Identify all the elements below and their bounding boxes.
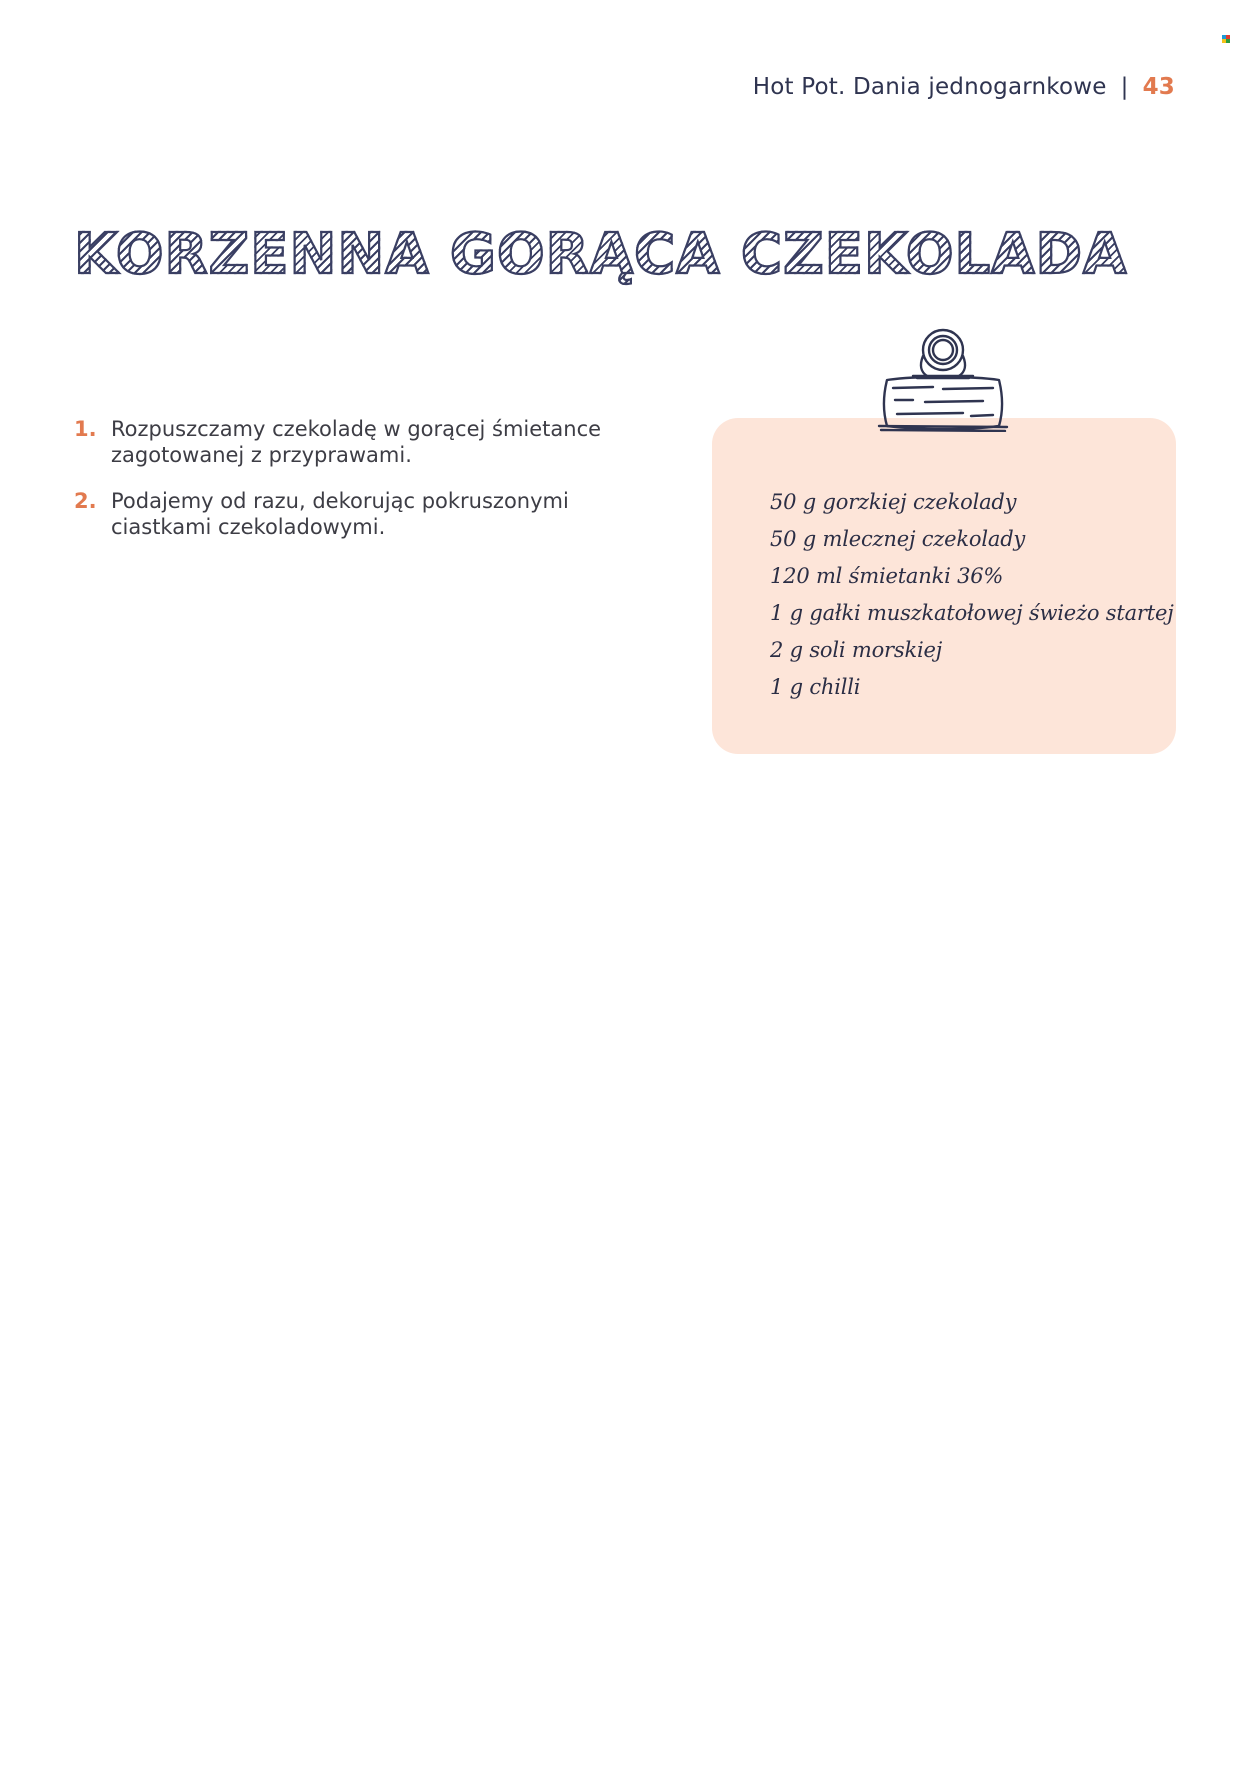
step-text: Podajemy od razu, dekorując pokruszonymi ciastkami czekoladowymi. bbox=[111, 489, 569, 539]
corner-color-mark bbox=[1222, 35, 1230, 43]
ingredient-item: 120 ml śmietanki 36% bbox=[770, 564, 1004, 588]
page-number: 43 bbox=[1142, 74, 1175, 100]
page-header bbox=[753, 74, 1175, 100]
ingredient-item: 1 g chilli bbox=[770, 675, 861, 699]
ingredients-list bbox=[770, 484, 1174, 706]
book-title: Hot Pot. Dania jednogarnkowe bbox=[752, 74, 1107, 100]
header-separator: | bbox=[1120, 74, 1129, 100]
step-number: 1. bbox=[74, 417, 97, 441]
step-item bbox=[74, 488, 634, 540]
binder-clip-icon bbox=[873, 326, 1013, 432]
preparation-steps bbox=[74, 416, 634, 560]
ingredient-item: 2 g soli morskiej bbox=[770, 638, 943, 662]
recipe-title: KORZENNA GORĄCA CZEKOLADA bbox=[74, 222, 1128, 287]
step-item bbox=[74, 416, 634, 468]
step-number: 2. bbox=[74, 489, 97, 513]
ingredient-item: 1 g gałki muszkatołowej świeżo startej bbox=[770, 601, 1174, 625]
step-text: Rozpuszczamy czekoladę w gorącej śmietance zagotowanej z przyprawami. bbox=[111, 417, 602, 467]
ingredient-item: 50 g gorzkiej czekolady bbox=[770, 490, 1017, 514]
recipe-title-block bbox=[74, 222, 1127, 287]
ingredient-item: 50 g mlecznej czekolady bbox=[770, 527, 1026, 551]
